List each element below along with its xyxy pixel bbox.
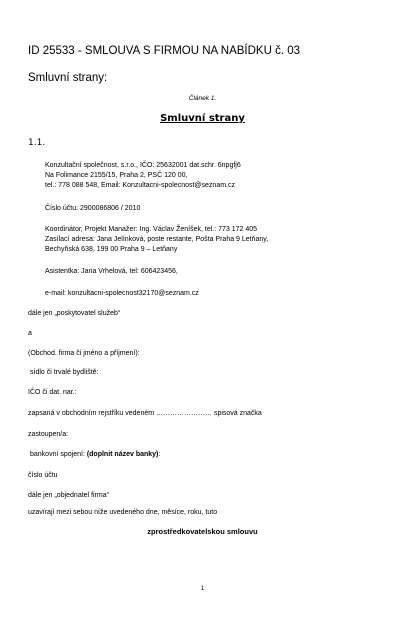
provider-alias: dále jen „poskytovatel služeb“ [28,310,121,317]
provider-email: e-mail: konzultacni-spolecnost32170@seznam.cz [45,290,199,297]
client-register-field: zapsaná v obchodním rejstříku vedeném …………………… spisová značka [28,410,262,417]
provider-account: Číslo účtu: 2900086806 / 2010 [45,205,141,212]
and-separator: a [28,330,32,337]
agreement-line: uzavírají mezi sebou níže uvedeného dne, měsíce, roku, tuto [28,509,218,516]
client-ico-field: IČO či dat. nar.: [28,389,77,396]
document-title: ID 25533 - SMLOUVA S FIRMOU NA NABÍDKU č. 03 [28,45,301,57]
coordinator-line-3: Bechyňská 638, 199 00 Praha 9 – Letňany [45,246,178,253]
contract-type: zprostředkovatelskou smlouvu [147,527,258,536]
section-heading: Smluvní strany [160,113,245,124]
client-account-field: číslo účtu [28,472,58,479]
client-represented-field: zastoupen/a: [28,431,69,438]
assistant-line: Asistentka: Jana Vrhelová, tel: 606423456, [45,268,178,275]
client-address-field: sídlo či trvalé bydliště: [30,369,99,376]
coordinator-line-1: Koordinátor, Projekt Manažer: Ing. Václav Ženíšek, tel.: 773 172 405 [45,226,258,233]
client-alias: dále jen „objednatel firma“ [28,492,109,499]
coordinator-line-2: Zasílací adresa: Jana Jelínková, poste restante, Pošta Praha 9 Letňany, [45,236,269,243]
bank-name-placeholder: (doplnit název banky) [86,451,159,458]
provider-line-1: Konzultační společnost, s.r.o., IČO: 25632001 dat.schr. 6npgfj6 [45,162,241,169]
bank-suffix: : [158,451,161,458]
client-bank-field [30,450,160,460]
provider-line-3: tel.: 778 088 548, Email: Konzultacni-spolecnost@seznam.cz [45,182,235,189]
client-name-field: (Obchod. firma či jméno a příjmení): [28,350,140,357]
provider-line-2: Na Folimance 2155/15, Praha 2, PSČ 120 00, [45,172,188,179]
document-subtitle: Smluvní strany: [28,72,108,84]
article-label: Článek 1. [188,95,217,102]
section-number: 1.1. [28,138,46,148]
page-number: 1 [200,586,205,592]
bank-prefix: bankovní spojení: [30,451,87,458]
